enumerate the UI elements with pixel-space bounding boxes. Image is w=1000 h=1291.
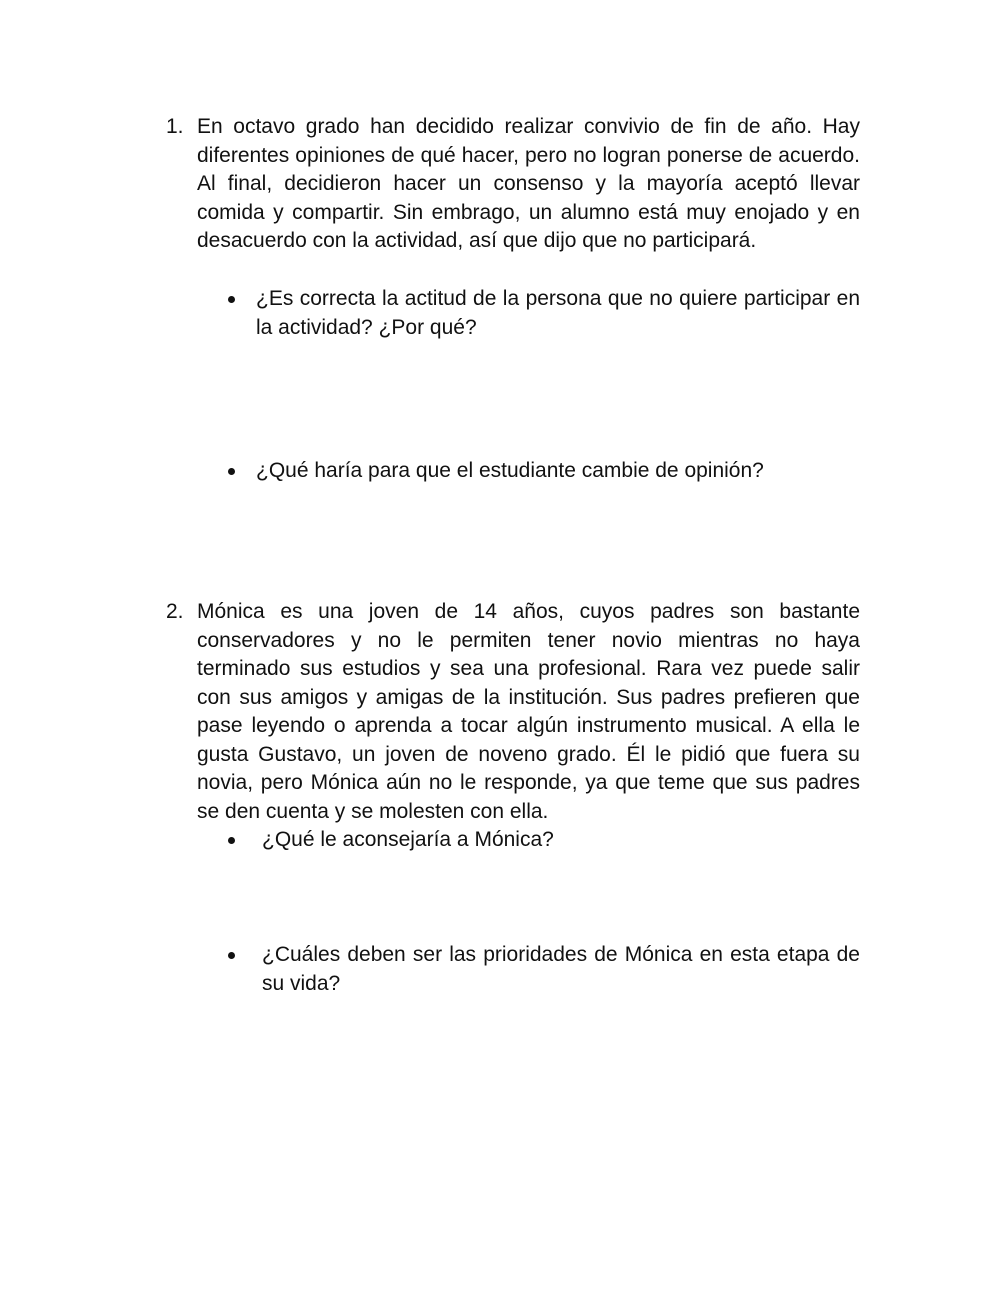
question-2-bullet-1-text: ¿Qué le aconsejaría a Mónica? — [262, 828, 554, 851]
question-1-text: En octavo grado han decidido realizar convivio de fin de año. Hay diferentes opiniones de qué hacer, pero no logran ponerse de acuerdo. Al final, decidieron hacer un consenso y la mayoría aceptó llevar comida y compartir. Sin embrago, un alumno está muy enojado y en desacuerdo con la actividad, así que dijo que no participará. — [197, 115, 860, 252]
bullet-icon — [228, 837, 235, 844]
question-2 — [166, 598, 860, 826]
question-2-bullet-1 — [226, 826, 860, 855]
question-1-number: 1. — [166, 115, 184, 138]
question-2-bullet-2-text: ¿Cuáles deben ser las prioridades de Mónica en esta etapa de su vida? — [262, 943, 860, 995]
question-2-bullet-2 — [226, 941, 860, 998]
question-2-text: Mónica es una joven de 14 años, cuyos padres son bastante conservadores y no le permiten tener novio mientras no haya terminado sus estudios y sea una profesional. Rara vez puede salir con sus amigos y amigas de la institución. Sus padres prefieren que pase leyendo o aprenda a tocar algún instrumento musical. A ella le gusta Gustavo, un joven de noveno grado. Él le pidió que fuera su novia, pero Mónica aún no le responde, ya que teme que sus padres se den cuenta y se molesten con ella. — [197, 600, 860, 823]
bullet-icon — [228, 468, 235, 475]
question-1-bullet-2-text: ¿Qué haría para que el estudiante cambie de opinión? — [256, 459, 764, 482]
question-1 — [166, 113, 860, 256]
question-2-number: 2. — [166, 600, 184, 623]
question-1-bullet-1-text: ¿Es correcta la actitud de la persona que no quiere participar en la actividad? ¿Por qué? — [256, 287, 860, 339]
bullet-icon — [228, 296, 235, 303]
question-1-bullet-1 — [226, 285, 860, 342]
question-1-bullet-2 — [226, 457, 860, 486]
bullet-icon — [228, 952, 235, 959]
